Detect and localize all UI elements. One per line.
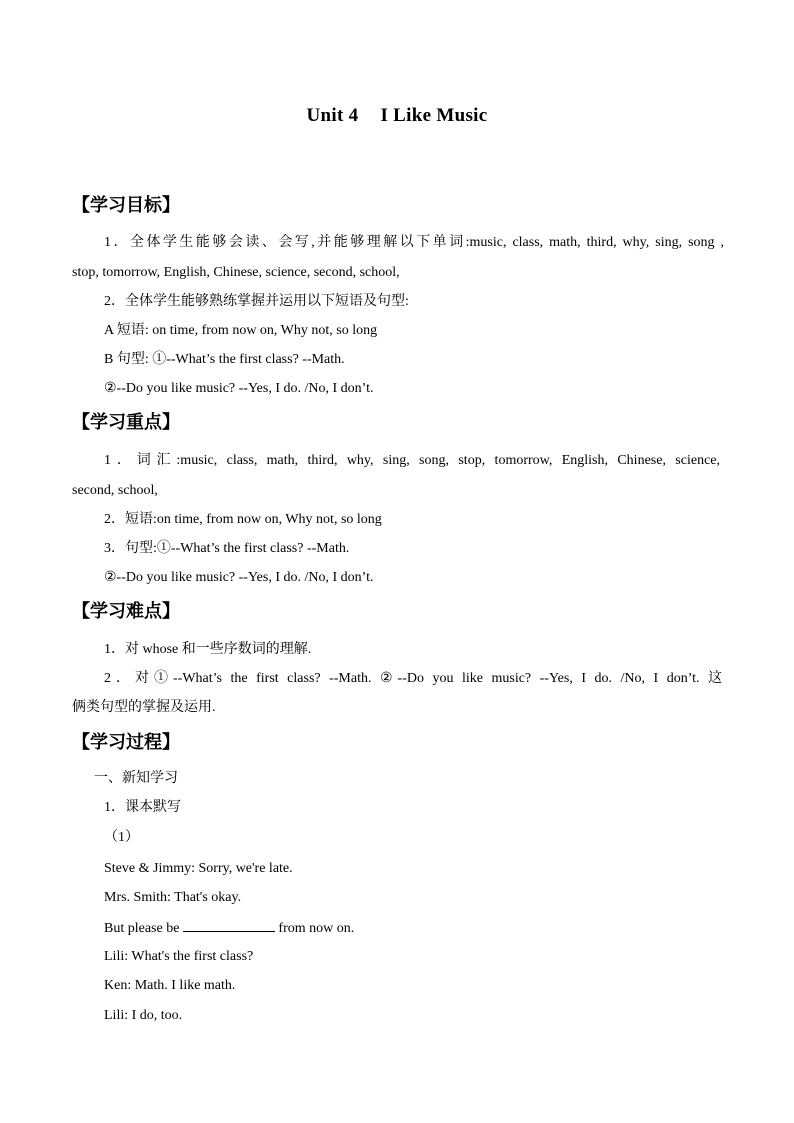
objectives-patterns: B 句型: ①--What’s the first class? --Math. bbox=[104, 352, 345, 367]
dialog-line: Mrs. Smith: That's okay. bbox=[104, 890, 242, 905]
dialog-line-with-blank bbox=[104, 919, 354, 938]
key-points-item1-line2: second, school, bbox=[72, 483, 158, 498]
key-points-item3: 3．句型:①--What’s the first class? --Math. bbox=[104, 541, 350, 556]
dialog-line: Lili: What's the first class? bbox=[104, 949, 254, 964]
process-part1: 一、新知学习 bbox=[94, 771, 178, 786]
process-heading: 【学习过程】 bbox=[72, 732, 180, 753]
dialog-line: Steve & Jimmy: Sorry, we're late. bbox=[104, 861, 293, 876]
key-points-item2: 2．短语:on time, from now on, Why not, so long bbox=[104, 512, 382, 527]
dialog-line: Ken: Math. I like math. bbox=[104, 978, 236, 993]
objectives-item1-line1: 1．全体学生能够会读、会写,并能够理解以下单词:music, class, math, third, why, sing, song , bbox=[104, 235, 724, 250]
unit-name: I Like Music bbox=[380, 105, 488, 126]
objectives-item2: 2．全体学生能够熟练掌握并运用以下短语及句型: bbox=[104, 294, 409, 309]
difficulties-item1: 1．对 whose 和一些序数词的理解. bbox=[104, 642, 312, 657]
page-title bbox=[0, 105, 794, 127]
key-points-item1-line1: 1．词汇:music, class, math, third, why, sing, song, stop, tomorrow, English, Chinese, science, bbox=[104, 453, 720, 468]
objectives-item1-line2: stop, tomorrow, English, Chinese, science, second, school, bbox=[72, 265, 400, 280]
unit-number: Unit 4 bbox=[306, 105, 359, 126]
difficulties-item2-line1: 2．对①--What’s the first class? --Math. ②--Do you like music? --Yes, I do. /No, I don’t. 这 bbox=[104, 671, 722, 686]
difficulties-item2-line2: 俩类句型的掌握及运用. bbox=[72, 700, 216, 715]
objectives-heading: 【学习目标】 bbox=[72, 195, 180, 216]
difficulties-heading: 【学习难点】 bbox=[72, 601, 180, 622]
objectives-phrases: A 短语: on time, from now on, Why not, so long bbox=[104, 323, 378, 338]
process-step1: 1．课本默写 bbox=[104, 800, 181, 815]
process-sub1: （1） bbox=[104, 830, 139, 845]
key-points-item4: ②--Do you like music? --Yes, I do. /No, I don’t. bbox=[104, 570, 374, 585]
fill-in-blank[interactable] bbox=[183, 919, 275, 932]
key-points-heading: 【学习重点】 bbox=[72, 412, 180, 433]
dialog-line: Lili: I do, too. bbox=[104, 1008, 183, 1023]
dialog-text: But please be bbox=[104, 921, 180, 936]
dialog-text: from now on. bbox=[278, 921, 355, 936]
objectives-pattern2: ②--Do you like music? --Yes, I do. /No, I don’t. bbox=[104, 381, 374, 396]
